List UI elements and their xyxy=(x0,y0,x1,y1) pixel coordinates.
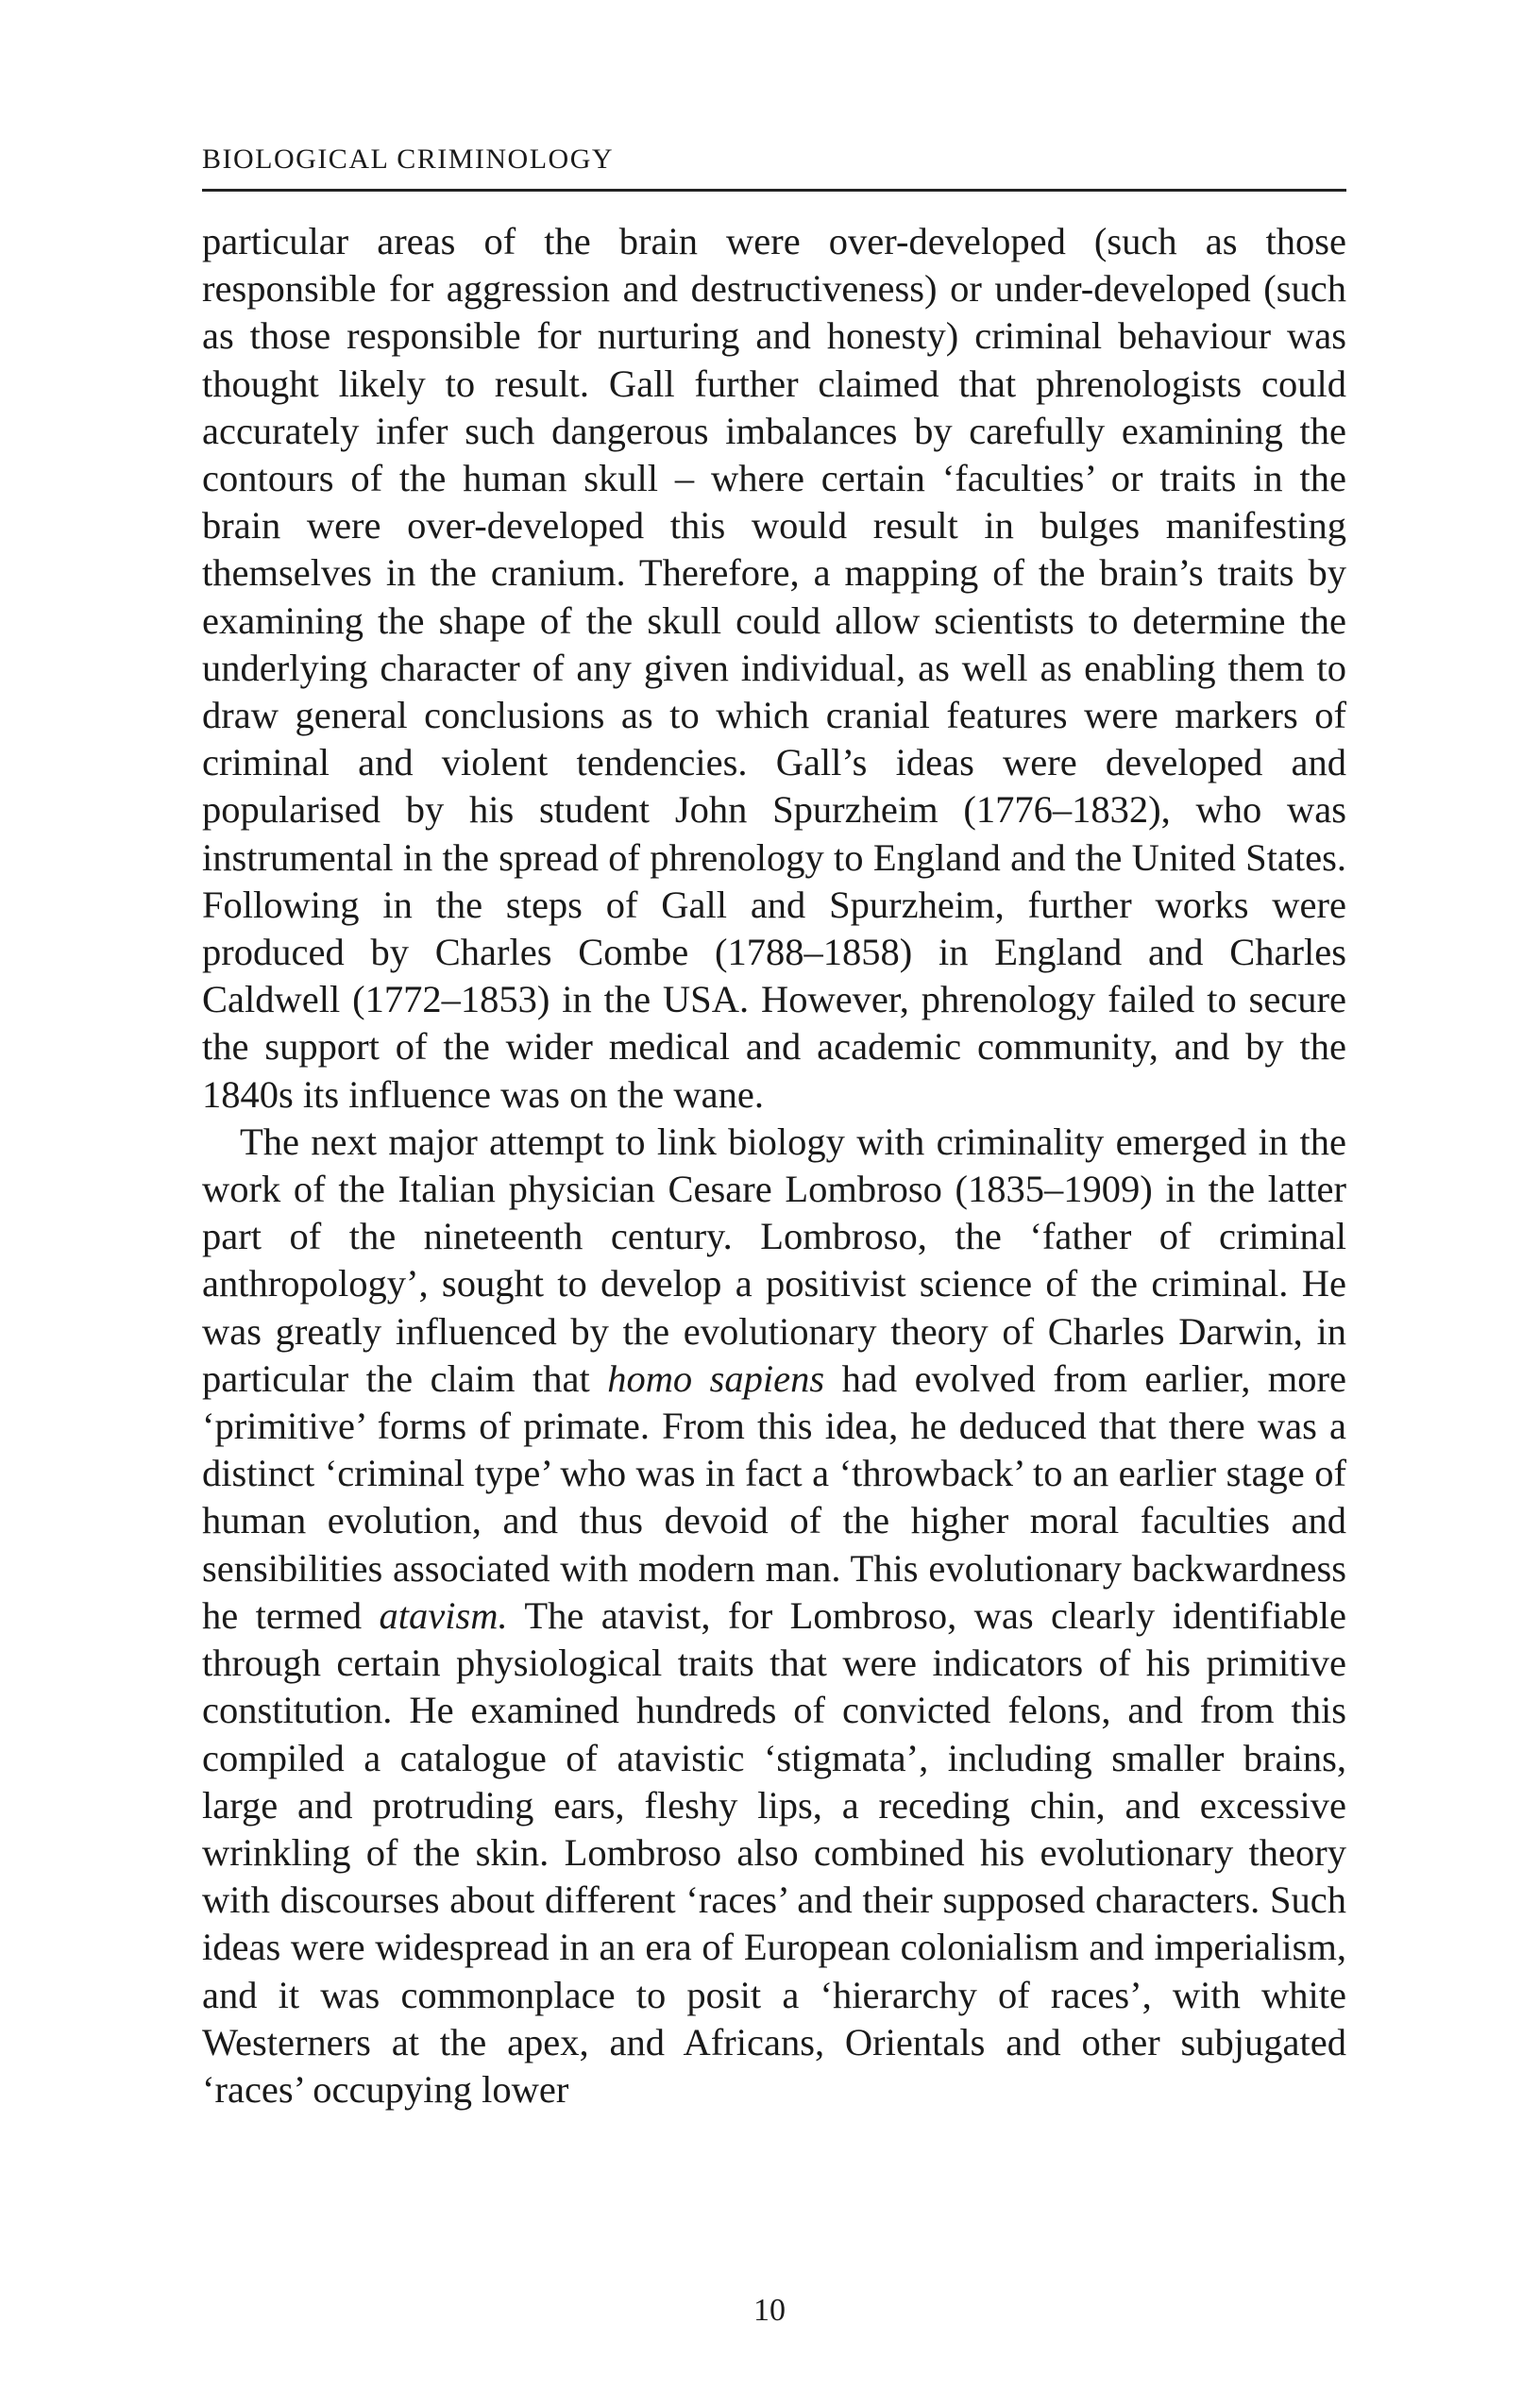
page-number: 10 xyxy=(753,2293,786,2328)
paragraph xyxy=(202,1119,1346,2113)
paragraph-text: had evolved from earlier, more ‘primitive’ forms of primate. From this idea, he deduced that there was a distinct ‘criminal type’ who was in fact a ‘throwback’ to an earlier stage of human evolution, and thus devoid of the higher moral faculties and sensibilities associated with modern man. This evolutionary backwardness he termed xyxy=(202,1356,1347,1637)
body-text xyxy=(202,218,1346,2113)
running-head: BIOLOGICAL CRIMINOLOGY xyxy=(202,142,1346,192)
paragraph: particular areas of the brain were over-developed (such as those responsible for aggression and destructiveness) or under-developed (such as those responsible for nurturing and honesty) criminal behaviour was thought likely to result. Gall further claimed that phrenologists could accurately infer such dangerous imbalances by carefully examining the contours of the human skull – where certain ‘faculties’ or traits in the brain were over-developed this would result in bulges manifesting themselves in the cranium. Therefore, a mapping of the brain’s traits by examining the shape of the skull could allow scientists to determine the underlying character of any given individual, as well as enabling them to draw general conclusions as to which cranial features were markers of criminal and violent tendencies. Gall’s ideas were developed and popularised by his student John Spurzheim (1776–1832), who was instrumental in the spread of phrenology to England and the United States. Following in the steps of Gall and Spurzheim, further works were produced by Charles Combe (1788–1858) in England and Charles Caldwell (1772–1853) in the USA. However, phrenology failed to secure the support of the wider medical and academic community, and by the 1840s its influence was on the wane. xyxy=(202,220,1346,1116)
paragraph-text: The atavist, for Lombroso, was clearly identifiable through certain physiological traits that were indicators of his primitive constitution. He examined hundreds of convicted felons, and from this compiled a catalogue of atavistic ‘stigmata’, including smaller brains, large and protruding ears, fleshy lips, a receding chin, and excessive wrinkling of the skin. Lombroso also combined his evolutionary theory with discourses about different ‘races’ and their supposed characters. Such ideas were widespread in an era of European colonialism and imperialism, and it was commonplace to posit a ‘hierarchy of races’, with white Westerners at the apex, and Africans, Orientals and other subjugated ‘races’ occupying lower xyxy=(202,1593,1347,2111)
italic-term: homo sapiens xyxy=(607,1356,825,1400)
book-page xyxy=(202,142,1346,2113)
paragraph-text: The next major attempt to link biology with criminality emerged in the work of the Italian physician Cesare Lombroso (1835–1909) in the latter part of the nineteenth century. Lombroso, the ‘father of criminal anthropology’, sought to develop a positivist science of the criminal. He was greatly influenced by the evolutionary theory of Charles Darwin, in particular the claim that xyxy=(202,1120,1346,1400)
italic-term: atavism. xyxy=(379,1593,508,1637)
